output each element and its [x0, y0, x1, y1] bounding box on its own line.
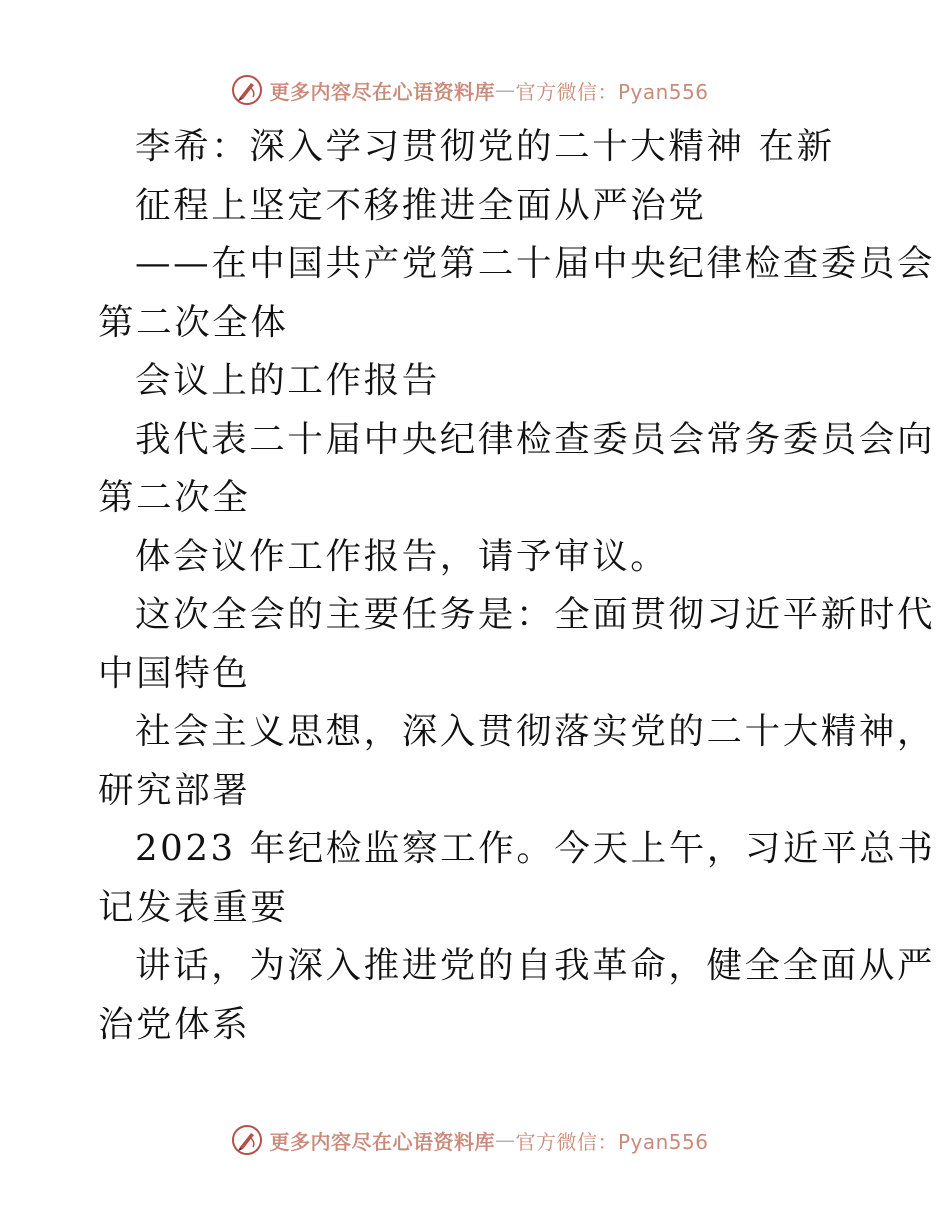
paragraph-line: 记发表重要	[98, 886, 289, 928]
paragraph-line: 中国特色	[98, 652, 251, 694]
document-body	[98, 118, 936, 1054]
watermark-wechat: 官方微信：Pyan556	[515, 79, 709, 104]
watermark-separator: —	[494, 78, 516, 102]
watermark-brand: 更多内容尽在心语资料库	[269, 79, 495, 104]
paragraph-line: 第二次全	[98, 477, 251, 518]
pen-quill-icon	[231, 74, 263, 106]
subtitle-line-2: 第二次全体	[98, 301, 289, 343]
subtitle-line-3: 会议上的工作报告	[135, 360, 440, 401]
watermark-separator: —	[494, 1128, 516, 1152]
paragraph-line: 我代表二十届中央纪律检查委员会常务委员会向	[135, 418, 936, 460]
paragraph-line: 体会议作工作报告，请予审议。	[135, 535, 669, 577]
footer-watermark	[0, 1123, 950, 1157]
paragraph-line: 治党体系	[98, 1003, 251, 1045]
paragraph-line: 2023 年纪检监察工作。今天上午，习近平总书	[135, 828, 936, 869]
title-line-2: 征程上坚定不移推进全面从严治党	[135, 184, 707, 226]
watermark-group	[231, 1124, 708, 1156]
title-line-1: 李希：深入学习贯彻党的二十大精神 在新	[135, 126, 835, 167]
subtitle-line-1: ——在中国共产党第二十届中央纪律检查委员会	[135, 243, 936, 284]
paragraph-line: 讲话，为深入推进党的自我革命，健全全面从严	[135, 945, 936, 986]
paragraph-line: 社会主义思想，深入贯彻落实党的二十大精神，	[135, 711, 936, 752]
pen-quill-icon	[231, 1124, 263, 1156]
watermark-group	[231, 74, 708, 106]
watermark-brand: 更多内容尽在心语资料库	[269, 1129, 495, 1154]
watermark-text	[269, 76, 708, 105]
paragraph-line: 研究部署	[98, 769, 251, 811]
watermark-wechat: 官方微信：Pyan556	[515, 1129, 709, 1154]
watermark-text	[269, 1126, 708, 1155]
header-watermark	[0, 73, 950, 107]
paragraph-line: 这次全会的主要任务是：全面贯彻习近平新时代	[135, 594, 936, 635]
